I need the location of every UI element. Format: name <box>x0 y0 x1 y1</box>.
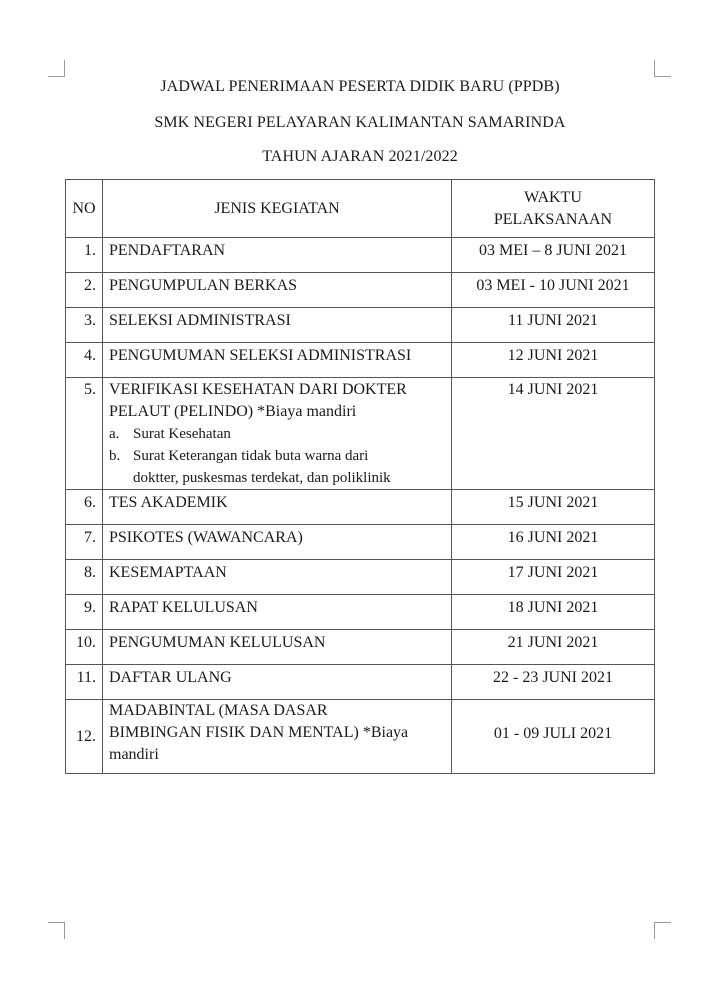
table-row <box>66 273 655 308</box>
academic-year: TAHUN AJARAN 2021/2022 <box>262 148 458 165</box>
activity-name: PENGUMUMAN SELEKSI ADMINISTRASI <box>103 343 452 378</box>
table-row <box>66 343 655 378</box>
activity-name-line1: VERIFIKASI KESEHATAN DARI DOKTER <box>109 381 407 398</box>
requirement-list <box>109 423 451 489</box>
activity-date: 01 - 09 JULI 2021 <box>452 700 655 774</box>
column-header-waktu-line1: WAKTU <box>524 188 582 206</box>
table-row <box>66 560 655 595</box>
activity-date: 17 JUNI 2021 <box>452 560 655 595</box>
table-header-row <box>66 180 655 238</box>
table-row <box>66 308 655 343</box>
table-row <box>66 595 655 630</box>
column-header-waktu-line2: PELAKSANAAN <box>493 210 613 228</box>
activity-name: SELEKSI ADMINISTRASI <box>103 308 452 343</box>
activity-name: PENGUMPULAN BERKAS <box>103 273 452 308</box>
row-number: 12. <box>66 700 103 774</box>
list-item-text-line1: Surat Keterangan tidak buta warna dari <box>133 448 369 464</box>
row-number: 10. <box>66 630 103 665</box>
activity-name: PENDAFTARAN <box>103 238 452 273</box>
list-item-text-line2: doktter, puskesmas terdekat, dan poliklinik <box>133 470 391 486</box>
row-number: 3. <box>66 308 103 343</box>
activity-name: TES AKADEMIK <box>103 490 452 525</box>
table-row <box>66 630 655 665</box>
crop-mark-top-left <box>48 60 65 77</box>
list-item <box>109 445 451 489</box>
activity-name: DAFTAR ULANG <box>103 665 452 700</box>
activity-date: 15 JUNI 2021 <box>452 490 655 525</box>
crop-mark-bottom-left <box>48 922 65 939</box>
crop-mark-top-right <box>654 60 671 77</box>
activity-name-line2: PELAUT (PELINDO) *Biaya mandiri <box>109 403 357 420</box>
activity-date: 12 JUNI 2021 <box>452 343 655 378</box>
table-row <box>66 378 655 490</box>
row-number: 9. <box>66 595 103 630</box>
row-number: 5. <box>66 378 103 490</box>
crop-mark-bottom-right <box>654 922 671 939</box>
schedule-table <box>65 179 655 774</box>
table-row <box>66 238 655 273</box>
row-number: 2. <box>66 273 103 308</box>
activity-name-line1: MADABINTAL (MASA DASAR <box>109 702 328 719</box>
activity-date: 03 MEI – 8 JUNI 2021 <box>452 238 655 273</box>
list-item-text <box>133 445 451 489</box>
list-item-label: b. <box>109 448 121 464</box>
table-row <box>66 700 655 774</box>
activity-date: 03 MEI - 10 JUNI 2021 <box>452 273 655 308</box>
activity-name-line2: BIMBINGAN FISIK DAN MENTAL) *Biaya <box>109 724 409 741</box>
activity-date: 18 JUNI 2021 <box>452 595 655 630</box>
document-title: JADWAL PENERIMAAN PESERTA DIDIK BARU (PPDB) <box>160 78 560 95</box>
activity-date: 16 JUNI 2021 <box>452 525 655 560</box>
row-number: 7. <box>66 525 103 560</box>
activity-name <box>103 700 452 774</box>
activity-name-line3: mandiri <box>109 746 159 763</box>
activity-name: KESEMAPTAAN <box>103 560 452 595</box>
table-row <box>66 490 655 525</box>
school-name: SMK NEGERI PELAYARAN KALIMANTAN SAMARINDA <box>154 114 566 131</box>
column-header-kegiatan: JENIS KEGIATAN <box>103 180 452 238</box>
column-header-waktu <box>452 180 655 238</box>
row-number: 4. <box>66 343 103 378</box>
activity-date: 22 - 23 JUNI 2021 <box>452 665 655 700</box>
row-number: 1. <box>66 238 103 273</box>
list-item-label: a. <box>109 426 120 442</box>
table-row <box>66 665 655 700</box>
activity-date: 11 JUNI 2021 <box>452 308 655 343</box>
activity-name <box>103 378 452 490</box>
activity-name: PSIKOTES (WAWANCARA) <box>103 525 452 560</box>
row-number: 8. <box>66 560 103 595</box>
activity-date: 14 JUNI 2021 <box>452 378 655 490</box>
list-item <box>109 423 451 445</box>
row-number: 6. <box>66 490 103 525</box>
row-number: 11. <box>66 665 103 700</box>
activity-name: PENGUMUMAN KELULUSAN <box>103 630 452 665</box>
list-item-text: Surat Kesehatan <box>133 426 231 442</box>
table-row <box>66 525 655 560</box>
column-header-no: NO <box>66 180 103 238</box>
activity-date: 21 JUNI 2021 <box>452 630 655 665</box>
activity-name: RAPAT KELULUSAN <box>103 595 452 630</box>
